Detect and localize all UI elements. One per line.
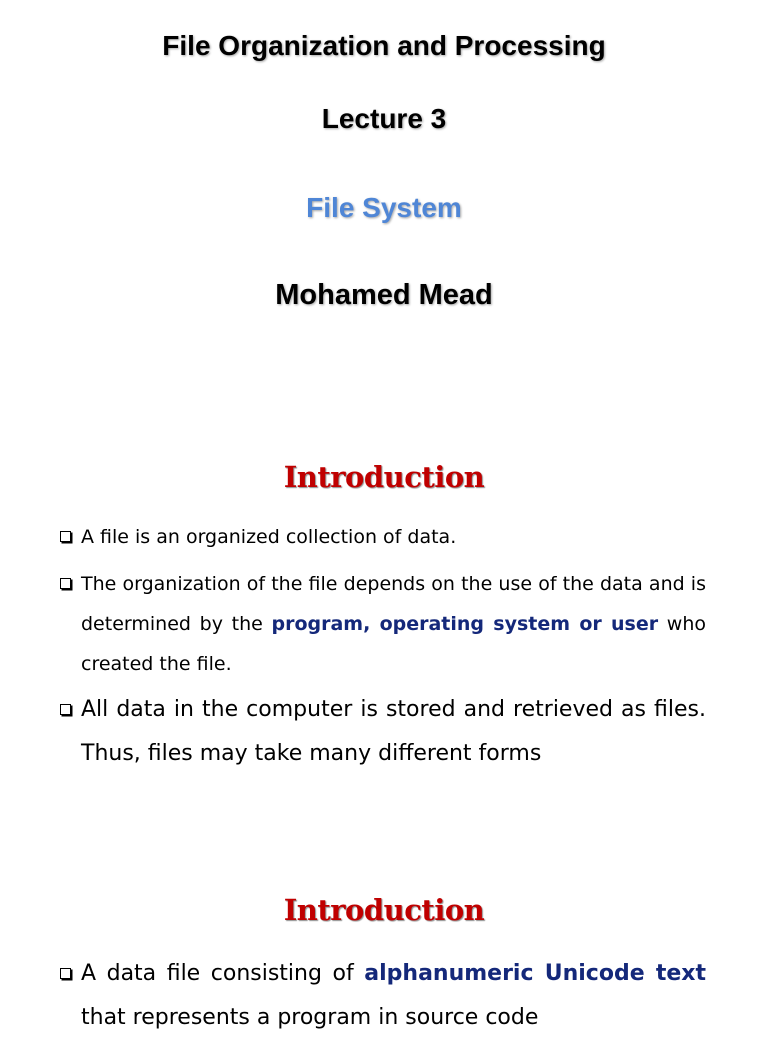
bullet-list: [58, 952, 706, 1040]
highlighted-term: alphanumeric Unicode text: [364, 961, 706, 986]
bullet-text: who created the file.: [81, 613, 706, 675]
section-heading: Introduction: [283, 893, 485, 927]
author-name: Mohamed Mead: [275, 279, 493, 311]
lecture-number: Lecture 3: [321, 103, 447, 134]
bullet-text: that represents a program in source code: [81, 1005, 539, 1030]
lecture-topic: File System: [306, 192, 462, 223]
introduction-slide-1: [0, 455, 768, 795]
hollow-square-bullet-icon: [60, 704, 71, 715]
hollow-square-bullet-icon: [60, 531, 71, 542]
list-item: [58, 688, 706, 776]
list-item: [58, 952, 706, 1040]
list-item: [58, 564, 706, 684]
title-slide: [0, 0, 768, 360]
section-heading: Introduction: [283, 460, 485, 494]
bullet-text: All data in the computer is stored and retrieved as files. Thus, files may take many different forms: [81, 697, 706, 766]
hollow-square-bullet-icon: [60, 968, 71, 979]
bullet-text: A file is an organized collection of data.: [81, 526, 457, 548]
bullet-list: [58, 523, 706, 776]
bullet-text: A data file consisting of: [81, 961, 365, 986]
bullet-text: The organization of the file depends on the use of the data and is determined by the: [81, 573, 706, 635]
list-item: [58, 523, 706, 551]
course-title: File Organization and Processing: [162, 30, 606, 61]
introduction-slide-2: [0, 888, 768, 1030]
highlighted-term: program, operating system or user: [271, 613, 659, 635]
hollow-square-bullet-icon: [60, 578, 71, 589]
